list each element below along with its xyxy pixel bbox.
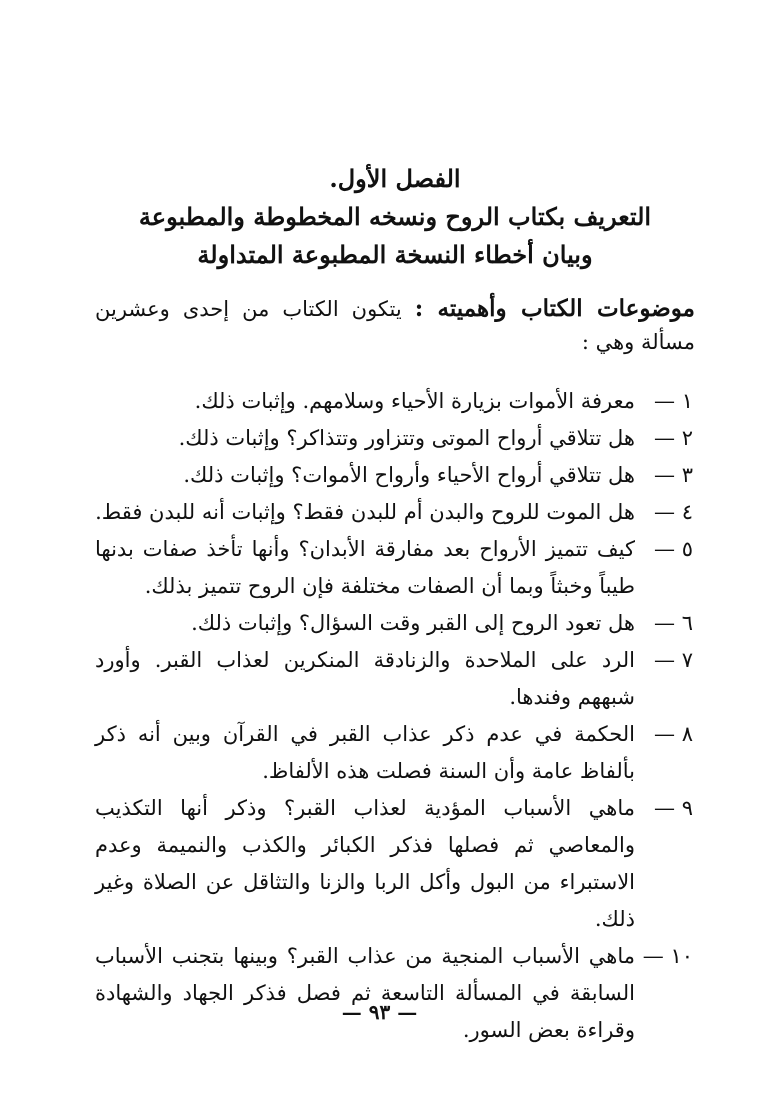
chapter-subtitle-continued: وبيان أخطاء النسخة المطبوعة المتداولة [197,240,593,269]
item-number: ١ — [654,389,693,413]
item-number: ٦ — [654,611,693,635]
item-text: الرد على الملاحدة والزنادقة المنكرين لعذاب القبر. وأورد شبههم وفندها. [95,648,635,709]
intro-lead: موضوعات الكتاب وأهميته : [414,295,695,322]
item-number: ١٠ — [642,944,693,968]
item-text: ماهي الأسباب المنجية من عذاب القبر؟ وبينها بتجنب الأسباب السابقة في المسألة التاسعة ثم فصل فذكر الجهاد والشهادة وقراءة بعض السور. [95,944,635,1042]
item-text: معرفة الأموات بزيارة الأحياء وسلامهم. وإثبات ذلك. [194,389,635,413]
item-text: ماهي الأسباب المؤدية لعذاب القبر؟ وذكر أنها التكذيب والمعاصي ثم فصلها فذكر الكبائر والكذب والنميمة وعدم الاستبراء من البول وأكل الربا والزنا والتثاقل عن الصلاة وغير ذلك. [95,796,635,931]
chapter-heading [95,160,695,274]
item-number: ٤ — [654,500,693,524]
chapter-subtitle: التعريف بكتاب الروح ونسخه المخطوطة والمطبوعة [138,202,652,231]
item-text: هل تعود الروح إلى القبر وقت السؤال؟ وإثبات ذلك. [191,611,635,635]
item-text: كيف تتميز الأرواح بعد مفارقة الأبدان؟ وأنها تأخذ صفات بدنها طيباً وخبثاً وبما أن الصفات مختلفة فإن الروح تتميز بذلك. [95,537,635,598]
list-item [95,531,695,605]
list-item [95,494,695,531]
list-item [95,716,695,790]
list-item [95,457,695,494]
list-item [95,420,695,457]
list-item [95,383,695,420]
intro-text: يتكون الكتاب من إحدى وعشرين مسألة وهي : [95,297,695,354]
chapter-title: الفصل الأول. [329,164,461,193]
intro-paragraph [95,292,695,359]
item-text: هل تتلاقي أرواح الأحياء وأرواح الأموات؟ وإثبات ذلك. [183,463,635,487]
item-number: ٢ — [654,426,693,450]
topics-list [95,383,695,1049]
list-item [95,642,695,716]
item-number: ٥ — [654,537,693,561]
item-text: الحكمة في عدم ذكر عذاب القبر في القرآن وبين أنه ذكر بألفاظ عامة وأن السنة فصلت هذه الألفاظ. [95,722,635,783]
item-text: هل الموت للروح والبدن أم للبدن فقط؟ وإثبات أنه للبدن فقط. [95,500,635,524]
list-item [95,605,695,642]
item-number: ٣ — [654,463,693,487]
page-content [95,160,695,1049]
item-number: ٧ — [654,648,693,672]
page-number: — ٩٣ — [341,1000,418,1024]
list-item [95,790,695,938]
list-item [95,938,695,1049]
item-number: ٩ — [654,796,693,820]
item-number: ٨ — [654,722,693,746]
item-text: هل تتلاقي أرواح الموتى وتتزاور وتتذاكر؟ وإثبات ذلك. [178,426,635,450]
